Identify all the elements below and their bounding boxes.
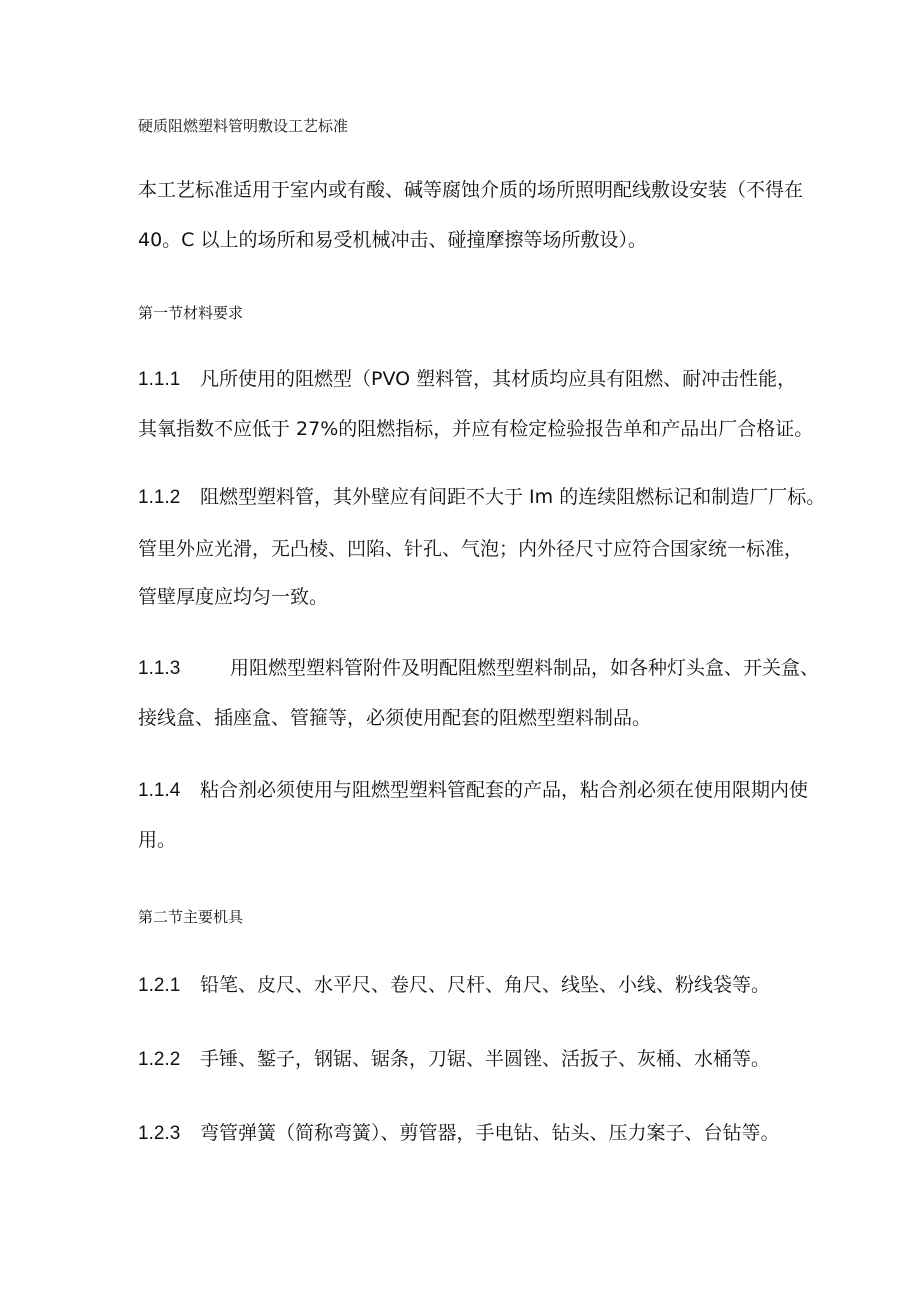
item-text: 手锤、錾子，钢锯、锯条，刀锯、半圆锉、活扳子、灰桶、水桶等。 xyxy=(200,1048,771,1070)
item-number: 1.2.1 xyxy=(138,975,181,996)
item-1-1-2-line-3: 管壁厚度应均匀一致。 xyxy=(138,586,329,608)
intro-line-2: 40。C 以上的场所和易受机械冲击、碰撞摩擦等场所敷设）。 xyxy=(138,229,647,251)
section2-heading: 第二节主要机具 xyxy=(138,908,244,926)
item-text: 弯管弹簧（简称弯簧）、剪管器，手电钻、钻头、压力案子、台钻等。 xyxy=(200,1122,780,1144)
item-text: 凡所使用的阻燃型（PVO 塑料管，其材质均应具有阻燃、耐冲击性能， xyxy=(200,368,797,390)
item-1-2-2 xyxy=(138,1050,770,1069)
section1-heading: 第一节材料要求 xyxy=(138,304,244,322)
item-1-1-2-line-1 xyxy=(138,488,825,507)
item-1-2-3 xyxy=(138,1124,780,1143)
item-number: 1.2.3 xyxy=(138,1123,181,1144)
item-text: 阻燃型塑料管，其外壁应有间距不大于 Im 的连续阻燃标记和制造厂厂标。 xyxy=(200,486,826,508)
item-number: 1.1.1 xyxy=(138,369,181,390)
item-1-1-1-line-1 xyxy=(138,370,796,389)
item-number: 1.1.4 xyxy=(138,780,181,801)
intro-line-1: 本工艺标准适用于室内或有酸、碱等腐蚀介质的场所照明配线敷设安装（不得在 xyxy=(138,179,804,201)
item-number: 1.1.3 xyxy=(138,658,181,679)
item-text: 用阻燃型塑料管附件及明配阻燃型塑料制品，如各种灯头盒、开关盒、 xyxy=(230,657,820,679)
item-1-1-3-line-1 xyxy=(138,659,819,678)
document-title: 硬质阻燃塑料管明敷设工艺标准 xyxy=(138,117,349,135)
item-1-1-4-line-2: 用。 xyxy=(138,829,177,851)
item-1-1-1-line-2: 其氧指数不应低于 27%的阻燃指标，并应有检定检验报告单和产品出厂合格证。 xyxy=(138,418,814,440)
item-1-1-4-line-1 xyxy=(138,781,808,800)
item-text: 粘合剂必须使用与阻燃型塑料管配套的产品，粘合剂必须在使用限期内使 xyxy=(200,779,809,801)
item-1-1-2-line-2: 管里外应光滑，无凸棱、凹陷、针孔、气泡；内外径尺寸应符合国家统一标准， xyxy=(138,538,804,560)
item-number: 1.2.2 xyxy=(138,1049,181,1070)
item-1-1-3-line-2: 接线盒、插座盒、管箍等，必须使用配套的阻燃型塑料制品。 xyxy=(138,707,652,729)
item-number: 1.1.2 xyxy=(138,487,181,508)
item-text: 铅笔、皮尺、水平尺、卷尺、尺杆、角尺、线坠、小线、粉线袋等。 xyxy=(200,974,771,996)
item-1-2-1 xyxy=(138,976,770,995)
